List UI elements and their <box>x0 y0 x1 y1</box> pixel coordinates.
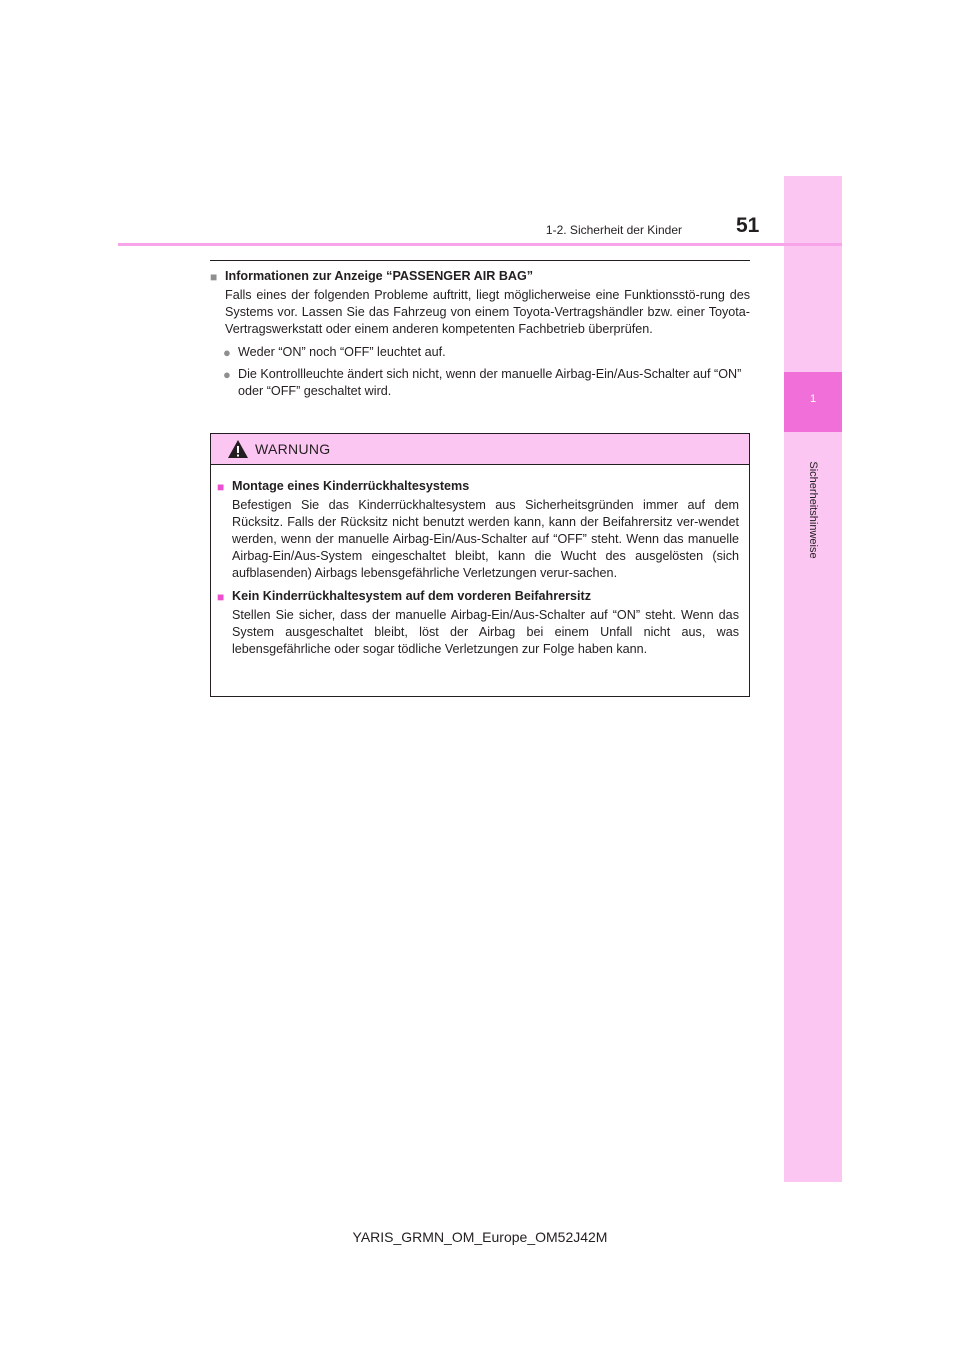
warning-header <box>211 434 749 465</box>
warning-section-heading-text: Montage eines Kinderrückhaltesystems <box>232 479 470 493</box>
warning-section-heading <box>217 588 739 605</box>
chapter-number: 1 <box>809 393 817 405</box>
warning-section-text: Befestigen Sie das Kinderrückhaltesystem aus Sicherheitsgründen immer auf dem Rücksitz. Falls der Rücksitz nicht benutzt werden kann, kann der Beifahrersitz ver-wendet werden, wenn der manuelle Airbag-Ein/Aus-Schalter auf “OFF” steht. Wenn das manuelle Airbag-Ein/Aus-System eingeschaltet bleibt, kann die Wucht des ausgelösten (sich aufblasenden) Airbags lebensgefährliche Verletzungen verur-sachen. <box>232 498 739 580</box>
warning-section-heading <box>217 478 739 495</box>
info-heading-text: Informationen zur Anzeige “PASSENGER AIR BAG” <box>225 269 534 283</box>
list-item-text: Die Kontrollleuchte ändert sich nicht, wenn der manuelle Airbag-Ein/Aus-Schalter auf “ON” oder “OFF” geschaltet wird. <box>238 367 742 398</box>
warning-title: WARNUNG <box>255 441 331 457</box>
list-item-text: Weder “ON” noch “OFF” leuchtet auf. <box>238 345 446 359</box>
round-bullet-icon: ● <box>223 345 231 360</box>
warning-body <box>211 465 749 658</box>
square-bullet-icon: ■ <box>210 270 218 284</box>
square-bullet-icon: ■ <box>217 480 225 494</box>
round-bullet-icon: ● <box>223 367 231 382</box>
chapter-label: Sicherheitshinweise <box>807 461 819 559</box>
warning-box <box>210 433 750 697</box>
chapter-tab <box>784 176 842 1182</box>
info-paragraph: Falls eines der folgenden Probleme auftritt, liegt möglicherweise eine Funktionsstö-rung des Systems vor. Lassen Sie das Fahrzeug von einem Toyota-Vertragshändler bzw. einer Toyota-Vertragswerkstatt oder einem anderen kompetenten Fachbetrieb überprüfen. <box>225 288 750 336</box>
header-rule <box>118 243 842 246</box>
warning-section-heading-text: Kein Kinderrückhaltesystem auf dem vorderen Beifahrersitz <box>232 589 592 603</box>
warning-triangle-icon <box>227 439 249 459</box>
list-item <box>210 366 750 400</box>
info-section <box>210 268 750 405</box>
footer-doc-id: YARIS_GRMN_OM_Europe_OM52J42M <box>352 1229 608 1245</box>
info-heading <box>210 268 750 285</box>
page-number: 51 <box>736 214 760 237</box>
content-top-rule <box>210 260 750 261</box>
warning-section-text: Stellen Sie sicher, dass der manuelle Airbag-Ein/Aus-Schalter auf “ON” steht. Wenn das System ausgeschaltet bleibt, löst der Airbag bei einem Unfall nicht aus, was lebensgefährliche oder sogar tödliche Verletzungen zur Folge haben kann. <box>232 608 739 656</box>
section-title: 1-2. Sicherheit der Kinder <box>545 223 682 237</box>
square-bullet-icon: ■ <box>217 590 225 604</box>
list-item <box>210 344 750 361</box>
